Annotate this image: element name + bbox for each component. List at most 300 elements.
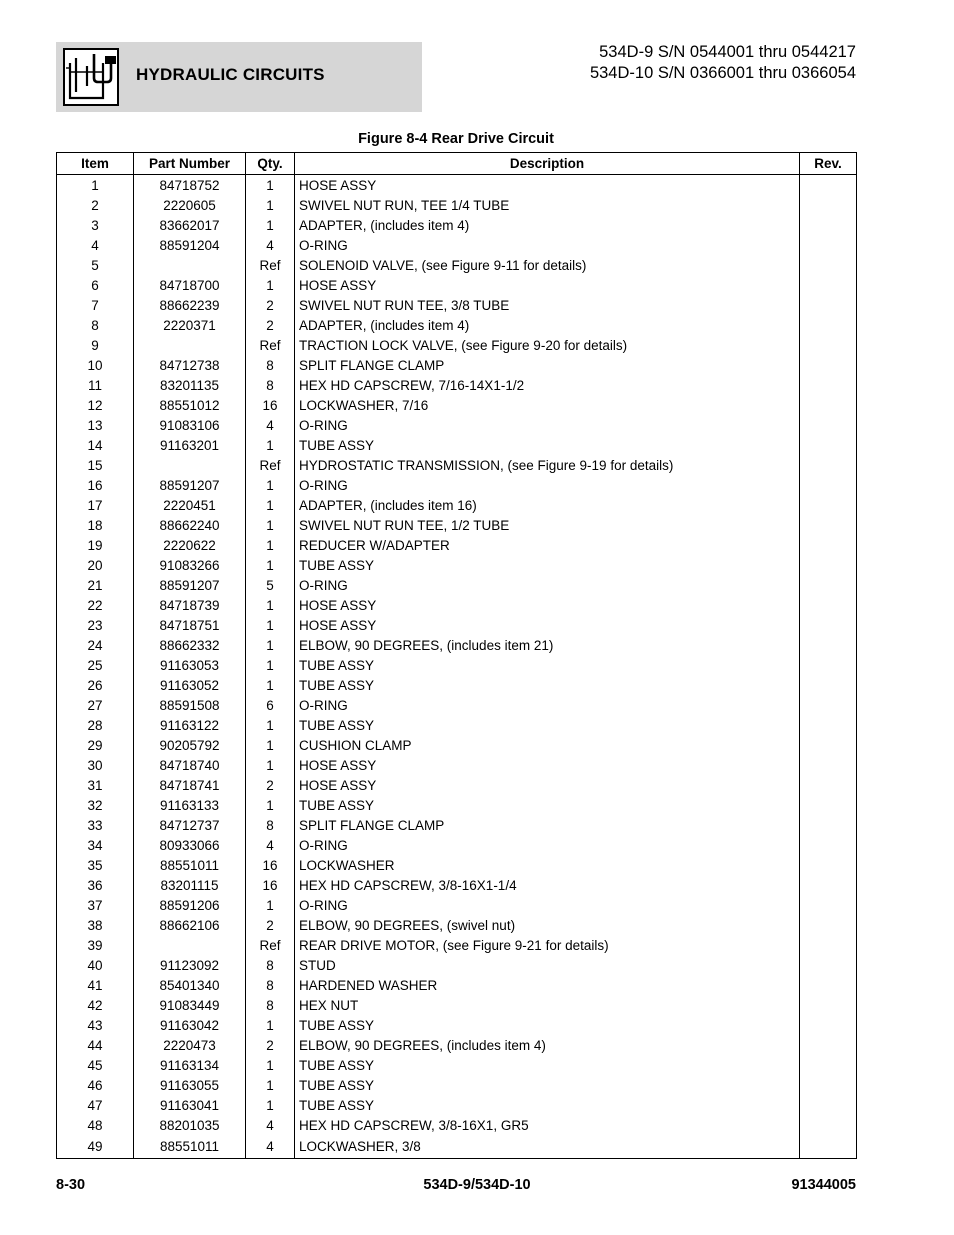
cell-rev (800, 276, 857, 296)
cell-qty: 8 (246, 956, 295, 976)
cell-rev (800, 736, 857, 756)
cell-item: 3 (57, 216, 134, 236)
cell-qty: 8 (246, 376, 295, 396)
cell-part-number (134, 456, 246, 476)
table-row (57, 316, 857, 336)
cell-part-number: 84718752 (134, 175, 246, 197)
cell-qty: 16 (246, 856, 295, 876)
cell-rev (800, 816, 857, 836)
table-row (57, 996, 857, 1016)
cell-item: 21 (57, 576, 134, 596)
cell-qty: 1 (246, 676, 295, 696)
cell-qty: 1 (246, 756, 295, 776)
table-row (57, 175, 857, 197)
cell-rev (800, 596, 857, 616)
table-row (57, 1096, 857, 1116)
cell-description: O-RING (295, 476, 800, 496)
cell-part-number: 88662240 (134, 516, 246, 536)
cell-part-number: 88551011 (134, 856, 246, 876)
cell-item: 4 (57, 236, 134, 256)
cell-item: 29 (57, 736, 134, 756)
cell-description: SWIVEL NUT RUN, TEE 1/4 TUBE (295, 196, 800, 216)
serial-number-range (590, 42, 856, 84)
cell-qty: 1 (246, 276, 295, 296)
cell-qty: 1 (246, 736, 295, 756)
col-header-description: Description (295, 153, 800, 175)
table-row (57, 656, 857, 676)
cell-part-number: 88201035 (134, 1116, 246, 1136)
cell-item: 32 (57, 796, 134, 816)
cell-description: ELBOW, 90 DEGREES, (includes item 4) (295, 1036, 800, 1056)
cell-part-number: 88662239 (134, 296, 246, 316)
table-row (57, 476, 857, 496)
cell-item: 39 (57, 936, 134, 956)
table-row (57, 1076, 857, 1096)
table-row (57, 976, 857, 996)
cell-item: 20 (57, 556, 134, 576)
cell-description: HYDROSTATIC TRANSMISSION, (see Figure 9-19 for details) (295, 456, 800, 476)
cell-rev (800, 996, 857, 1016)
cell-description: TUBE ASSY (295, 676, 800, 696)
cell-qty: 1 (246, 636, 295, 656)
col-header-item: Item (57, 153, 134, 175)
cell-rev (800, 216, 857, 236)
cell-rev (800, 676, 857, 696)
cell-qty: 8 (246, 356, 295, 376)
cell-part-number: 83201135 (134, 376, 246, 396)
cell-rev (800, 836, 857, 856)
cell-description: HOSE ASSY (295, 616, 800, 636)
cell-description: SPLIT FLANGE CLAMP (295, 356, 800, 376)
cell-qty: 1 (246, 476, 295, 496)
cell-description: ADAPTER, (includes item 4) (295, 316, 800, 336)
table-row (57, 856, 857, 876)
cell-description: TUBE ASSY (295, 1076, 800, 1096)
cell-part-number: 85401340 (134, 976, 246, 996)
cell-part-number (134, 336, 246, 356)
cell-item: 9 (57, 336, 134, 356)
cell-item: 23 (57, 616, 134, 636)
cell-part-number: 84712738 (134, 356, 246, 376)
cell-part-number: 91123092 (134, 956, 246, 976)
cell-item: 48 (57, 1116, 134, 1136)
cell-rev (800, 356, 857, 376)
cell-qty: 1 (246, 556, 295, 576)
cell-item: 16 (57, 476, 134, 496)
cell-description: TRACTION LOCK VALVE, (see Figure 9-20 for details) (295, 336, 800, 356)
cell-description: REAR DRIVE MOTOR, (see Figure 9-21 for details) (295, 936, 800, 956)
cell-description: LOCKWASHER, 3/8 (295, 1136, 800, 1159)
cell-rev (800, 576, 857, 596)
cell-item: 35 (57, 856, 134, 876)
cell-item: 10 (57, 356, 134, 376)
page-number: 8-30 (56, 1177, 86, 1193)
table-row (57, 1016, 857, 1036)
table-row (57, 916, 857, 936)
table-row (57, 556, 857, 576)
cell-rev (800, 516, 857, 536)
table-row (57, 436, 857, 456)
table-header-row (57, 153, 857, 175)
cell-rev (800, 636, 857, 656)
cell-rev (800, 536, 857, 556)
col-header-rev: Rev. (800, 153, 857, 175)
cell-rev (800, 556, 857, 576)
cell-rev (800, 916, 857, 936)
cell-item: 19 (57, 536, 134, 556)
cell-rev (800, 776, 857, 796)
table-row (57, 1036, 857, 1056)
cell-part-number: 91083449 (134, 996, 246, 1016)
cell-description: HEX HD CAPSCREW, 3/8-16X1, GR5 (295, 1116, 800, 1136)
cell-description: TUBE ASSY (295, 1096, 800, 1116)
cell-rev (800, 616, 857, 636)
cell-qty: 2 (246, 316, 295, 336)
table-row (57, 796, 857, 816)
table-row (57, 576, 857, 596)
table-row (57, 696, 857, 716)
cell-part-number: 84712737 (134, 816, 246, 836)
cell-qty: 1 (246, 536, 295, 556)
cell-qty: 1 (246, 796, 295, 816)
table-row (57, 596, 857, 616)
table-row (57, 956, 857, 976)
cell-rev (800, 316, 857, 336)
cell-qty: 1 (246, 716, 295, 736)
cell-qty: 2 (246, 296, 295, 316)
cell-rev (800, 336, 857, 356)
cell-rev (800, 936, 857, 956)
cell-item: 36 (57, 876, 134, 896)
cell-item: 46 (57, 1076, 134, 1096)
cell-item: 42 (57, 996, 134, 1016)
cell-description: LOCKWASHER, 7/16 (295, 396, 800, 416)
cell-qty: 1 (246, 596, 295, 616)
table-row (57, 776, 857, 796)
cell-qty: 1 (246, 656, 295, 676)
table-row (57, 896, 857, 916)
cell-part-number: 91163053 (134, 656, 246, 676)
cell-qty: 16 (246, 396, 295, 416)
cell-rev (800, 1096, 857, 1116)
cell-rev (800, 956, 857, 976)
cell-part-number (134, 936, 246, 956)
cell-rev (800, 236, 857, 256)
cell-rev (800, 1016, 857, 1036)
table-row (57, 536, 857, 556)
cell-item: 18 (57, 516, 134, 536)
cell-item: 8 (57, 316, 134, 336)
cell-item: 7 (57, 296, 134, 316)
cell-part-number (134, 256, 246, 276)
cell-description: TUBE ASSY (295, 1056, 800, 1076)
cell-description: HOSE ASSY (295, 756, 800, 776)
cell-item: 26 (57, 676, 134, 696)
cell-qty: 1 (246, 496, 295, 516)
cell-qty: Ref (246, 456, 295, 476)
cell-part-number: 84718751 (134, 616, 246, 636)
cell-part-number: 91163052 (134, 676, 246, 696)
cell-item: 30 (57, 756, 134, 776)
table-row (57, 456, 857, 476)
cell-qty: Ref (246, 936, 295, 956)
cell-description: HEX NUT (295, 996, 800, 1016)
table-row (57, 1136, 857, 1159)
serial-line-2: 534D-10 S/N 0366001 thru 0366054 (589, 64, 856, 82)
table-row (57, 616, 857, 636)
cell-item: 15 (57, 456, 134, 476)
cell-description: HOSE ASSY (295, 276, 800, 296)
table-row (57, 216, 857, 236)
cell-part-number: 2220371 (134, 316, 246, 336)
cell-qty: 2 (246, 1036, 295, 1056)
col-header-part-number: Part Number (134, 153, 246, 175)
cell-qty: 1 (246, 516, 295, 536)
cell-description: O-RING (295, 896, 800, 916)
cell-item: 27 (57, 696, 134, 716)
cell-rev (800, 696, 857, 716)
cell-item: 14 (57, 436, 134, 456)
cell-item: 12 (57, 396, 134, 416)
cell-qty: 2 (246, 916, 295, 936)
table-row (57, 416, 857, 436)
cell-description: CUSHION CLAMP (295, 736, 800, 756)
cell-item: 2 (57, 196, 134, 216)
cell-description: O-RING (295, 696, 800, 716)
cell-description: HEX HD CAPSCREW, 3/8-16X1-1/4 (295, 876, 800, 896)
cell-part-number: 80933066 (134, 836, 246, 856)
cell-item: 11 (57, 376, 134, 396)
cell-qty: 8 (246, 996, 295, 1016)
table-row (57, 296, 857, 316)
table-row (57, 276, 857, 296)
cell-item: 43 (57, 1016, 134, 1036)
cell-item: 31 (57, 776, 134, 796)
cell-part-number: 88591207 (134, 476, 246, 496)
cell-qty: 1 (246, 616, 295, 636)
cell-qty: 1 (246, 436, 295, 456)
cell-description: O-RING (295, 576, 800, 596)
cell-rev (800, 1116, 857, 1136)
cell-item: 28 (57, 716, 134, 736)
table-row (57, 516, 857, 536)
parts-table-body (57, 175, 857, 1159)
cell-qty: 1 (246, 175, 295, 197)
cell-part-number: 91163042 (134, 1016, 246, 1036)
cell-rev (800, 476, 857, 496)
cell-item: 5 (57, 256, 134, 276)
cell-description: ADAPTER, (includes item 16) (295, 496, 800, 516)
cell-part-number: 83201115 (134, 876, 246, 896)
cell-description: TUBE ASSY (295, 716, 800, 736)
cell-rev (800, 1076, 857, 1096)
cell-part-number: 88551011 (134, 1136, 246, 1159)
cell-part-number: 91163055 (134, 1076, 246, 1096)
cell-rev (800, 1136, 857, 1159)
cell-rev (800, 496, 857, 516)
cell-qty: 1 (246, 1016, 295, 1036)
cell-rev (800, 796, 857, 816)
cell-qty: 4 (246, 1116, 295, 1136)
cell-part-number: 91083266 (134, 556, 246, 576)
cell-qty: 1 (246, 1076, 295, 1096)
model-number: 534D-9/534D-10 (423, 1177, 531, 1193)
cell-description: LOCKWASHER (295, 856, 800, 876)
cell-part-number: 91163133 (134, 796, 246, 816)
cell-rev (800, 856, 857, 876)
cell-description: REDUCER W/ADAPTER (295, 536, 800, 556)
table-row (57, 836, 857, 856)
table-row (57, 336, 857, 356)
cell-item: 1 (57, 175, 134, 197)
serial-line-1: 534D-9 S/N 0544001 thru 0544217 (599, 43, 856, 61)
cell-rev (800, 196, 857, 216)
cell-description: O-RING (295, 416, 800, 436)
cell-qty: 1 (246, 896, 295, 916)
cell-item: 34 (57, 836, 134, 856)
cell-rev (800, 1056, 857, 1076)
cell-item: 13 (57, 416, 134, 436)
cell-item: 24 (57, 636, 134, 656)
table-row (57, 396, 857, 416)
cell-part-number: 2220473 (134, 1036, 246, 1056)
cell-rev (800, 396, 857, 416)
cell-qty: 5 (246, 576, 295, 596)
cell-qty: 4 (246, 836, 295, 856)
cell-part-number: 84718740 (134, 756, 246, 776)
cell-part-number: 88662332 (134, 636, 246, 656)
cell-rev (800, 296, 857, 316)
cell-rev (800, 756, 857, 776)
cell-part-number: 88591206 (134, 896, 246, 916)
cell-qty: 4 (246, 1136, 295, 1159)
cell-rev (800, 876, 857, 896)
cell-qty: 1 (246, 1096, 295, 1116)
table-row (57, 936, 857, 956)
cell-part-number: 91083106 (134, 416, 246, 436)
cell-part-number: 88591508 (134, 696, 246, 716)
cell-description: TUBE ASSY (295, 556, 800, 576)
cell-rev (800, 175, 857, 197)
cell-description: TUBE ASSY (295, 656, 800, 676)
figure-title: Figure 8-4 Rear Drive Circuit (358, 131, 554, 147)
cell-part-number: 88662106 (134, 916, 246, 936)
cell-description: HEX HD CAPSCREW, 7/16-14X1-1/2 (295, 376, 800, 396)
cell-part-number: 2220605 (134, 196, 246, 216)
table-row (57, 236, 857, 256)
cell-qty: 6 (246, 696, 295, 716)
cell-description: TUBE ASSY (295, 436, 800, 456)
parts-table (56, 152, 857, 1159)
cell-item: 22 (57, 596, 134, 616)
cell-description: ELBOW, 90 DEGREES, (includes item 21) (295, 636, 800, 656)
table-row (57, 876, 857, 896)
cell-qty: 1 (246, 196, 295, 216)
cell-description: HOSE ASSY (295, 175, 800, 197)
cell-description: HOSE ASSY (295, 596, 800, 616)
cell-rev (800, 1036, 857, 1056)
cell-description: ELBOW, 90 DEGREES, (swivel nut) (295, 916, 800, 936)
cell-rev (800, 416, 857, 436)
cell-item: 25 (57, 656, 134, 676)
cell-description: O-RING (295, 236, 800, 256)
cell-rev (800, 656, 857, 676)
cell-rev (800, 456, 857, 476)
cell-part-number: 84718739 (134, 596, 246, 616)
cell-description: SWIVEL NUT RUN TEE, 3/8 TUBE (295, 296, 800, 316)
document-number: 91344005 (791, 1177, 856, 1193)
table-row (57, 716, 857, 736)
cell-item: 40 (57, 956, 134, 976)
cell-description: SOLENOID VALVE, (see Figure 9-11 for details) (295, 256, 800, 276)
cell-item: 47 (57, 1096, 134, 1116)
cell-qty: 1 (246, 1056, 295, 1076)
cell-item: 33 (57, 816, 134, 836)
cell-description: HARDENED WASHER (295, 976, 800, 996)
cell-rev (800, 256, 857, 276)
cell-description: TUBE ASSY (295, 796, 800, 816)
cell-item: 41 (57, 976, 134, 996)
cell-qty: 16 (246, 876, 295, 896)
cell-description: TUBE ASSY (295, 1016, 800, 1036)
cell-item: 45 (57, 1056, 134, 1076)
cell-item: 37 (57, 896, 134, 916)
cell-qty: Ref (246, 256, 295, 276)
cell-part-number: 88551012 (134, 396, 246, 416)
cell-rev (800, 896, 857, 916)
cell-part-number: 84718741 (134, 776, 246, 796)
cell-part-number: 91163134 (134, 1056, 246, 1076)
cell-qty: 4 (246, 236, 295, 256)
cell-item: 38 (57, 916, 134, 936)
cell-description: ADAPTER, (includes item 4) (295, 216, 800, 236)
table-row (57, 676, 857, 696)
table-row (57, 636, 857, 656)
cell-part-number: 90205792 (134, 736, 246, 756)
cell-qty: 8 (246, 816, 295, 836)
cell-part-number: 88591207 (134, 576, 246, 596)
cell-description: SPLIT FLANGE CLAMP (295, 816, 800, 836)
cell-part-number: 83662017 (134, 216, 246, 236)
cell-description: SWIVEL NUT RUN TEE, 1/2 TUBE (295, 516, 800, 536)
table-row (57, 376, 857, 396)
table-row (57, 356, 857, 376)
cell-description: O-RING (295, 836, 800, 856)
table-row (57, 736, 857, 756)
cell-part-number: 91163122 (134, 716, 246, 736)
cell-item: 49 (57, 1136, 134, 1159)
cell-part-number: 88591204 (134, 236, 246, 256)
cell-qty: 4 (246, 416, 295, 436)
col-header-qty: Qty. (246, 153, 295, 175)
cell-rev (800, 716, 857, 736)
cell-item: 17 (57, 496, 134, 516)
table-row (57, 816, 857, 836)
table-row (57, 196, 857, 216)
cell-item: 44 (57, 1036, 134, 1056)
cell-description: STUD (295, 956, 800, 976)
cell-part-number: 91163041 (134, 1096, 246, 1116)
table-row (57, 1056, 857, 1076)
cell-part-number: 2220622 (134, 536, 246, 556)
cell-rev (800, 436, 857, 456)
hydraulic-reservoir-icon (63, 48, 119, 106)
cell-rev (800, 376, 857, 396)
table-row (57, 756, 857, 776)
cell-item: 6 (57, 276, 134, 296)
cell-qty: 1 (246, 216, 295, 236)
section-title: HYDRAULIC CIRCUITS (136, 65, 325, 84)
